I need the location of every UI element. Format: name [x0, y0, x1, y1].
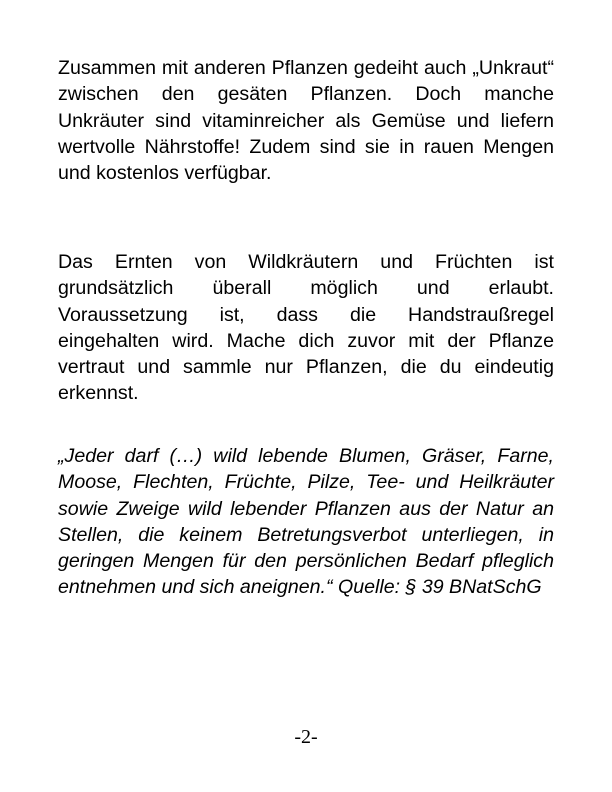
paragraph-weeds-nutrition: Zusammen mit anderen Pflanzen gedeiht auch „Unkraut“ zwischen den gesäten Pflanzen. Doch manche Unkräuter sind vitaminreicher als Gemüse und liefern wertvolle Nährstoffe! Zudem sind sie in rauen Mengen und kostenlos verfügbar.: [58, 57, 554, 185]
page-number: -2-: [294, 726, 318, 748]
paragraph-harvesting-rules: Das Ernten von Wildkräutern und Früchten ist grundsätzlich überall möglich und erlaubt. Voraussetzung ist, dass die Handstraußregel eingehalten wird. Mache dich zuvor mit der Pflanze vertraut und sammle nur Pflanzen, die du eindeutig erkennst.: [58, 251, 554, 405]
legal-quote-bnatschg: „Jeder darf (…) wild lebende Blumen, Gräser, Farne, Moose, Flechten, Früchte, Pilze, Tee- und Heilkräuter sowie Zweige wild lebender Pflanzen aus der Natur an Stellen, die keinem Betretungsverbot unterliegen, in geringen Mengen für den persönlichen Bedarf pfleglich entnehmen und sich aneignen.“ Quelle: § 39 BNatSchG: [58, 445, 554, 599]
